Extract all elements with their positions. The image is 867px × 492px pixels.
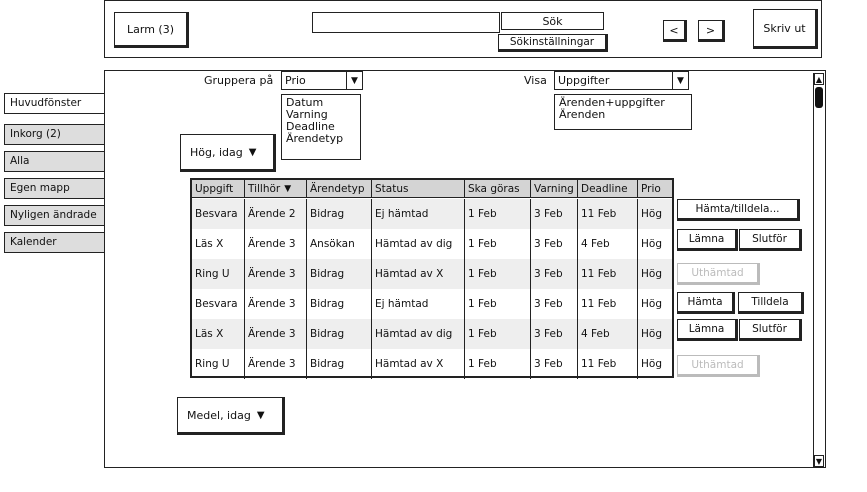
top-toolbar <box>104 0 822 58</box>
cell-task: Läs X <box>192 229 245 259</box>
cell-belongs-to: Ärende 3 <box>245 289 307 319</box>
sidebar-item-recently-changed[interactable]: Nyligen ändrade <box>4 205 105 226</box>
cell-prio: Hög <box>641 298 662 310</box>
cell-prio: Hög <box>641 358 662 370</box>
cell-case-type: Ansökan <box>307 229 372 259</box>
sidebar-item-all[interactable]: Alla <box>4 151 105 172</box>
cell-deadline: 11 Feb <box>578 199 638 229</box>
cell-warning: 3 Feb <box>531 259 578 289</box>
sidebar-item-main-window[interactable]: Huvudfönster <box>4 93 106 114</box>
cell-prio: Hög <box>641 208 662 220</box>
cell-due: 1 Feb <box>465 199 531 229</box>
scroll-thumb[interactable] <box>815 87 823 108</box>
show-label: Visa <box>524 74 547 87</box>
table-row[interactable] <box>192 349 672 379</box>
sidebar-item-inbox[interactable]: Inkorg (2) <box>4 124 105 145</box>
group-label: Hög, idag <box>190 145 243 159</box>
cell-warning: 3 Feb <box>531 229 578 259</box>
cell-status: Ej hämtad <box>372 289 465 319</box>
group-toggle-high-today[interactable] <box>180 134 276 172</box>
cell-belongs-to: Ärende 3 <box>245 319 307 349</box>
cell-warning: 3 Feb <box>531 199 578 229</box>
chevron-down-icon: ▼ <box>672 72 688 89</box>
cell-due: 1 Feb <box>465 229 531 259</box>
group-toggle-medium-today[interactable] <box>177 397 285 435</box>
scroll-up-icon[interactable]: ▲ <box>815 74 823 84</box>
sort-desc-icon: ▼ <box>284 183 292 194</box>
column-header-belongs-to[interactable] <box>245 180 307 197</box>
sidebar-item-own-folder[interactable]: Egen mapp <box>4 178 105 199</box>
cell-warning: 3 Feb <box>531 289 578 319</box>
cell-task: Ring U <box>192 259 245 289</box>
table-row[interactable] <box>192 199 672 229</box>
chevron-down-icon: ▼ <box>346 72 362 89</box>
groupby-option[interactable]: Varning <box>286 108 328 121</box>
search-input[interactable] <box>312 12 500 33</box>
groupby-dropdown[interactable] <box>281 71 363 90</box>
cell-case-type: Bidrag <box>307 199 372 229</box>
cell-task: Besvara <box>192 199 245 229</box>
group-label: Medel, idag <box>187 408 251 422</box>
search-settings-button[interactable]: Sökinställningar <box>498 34 608 52</box>
cell-deadline: 4 Feb <box>578 319 638 349</box>
cell-prio: Hög <box>641 328 662 340</box>
show-option[interactable]: Ärenden <box>559 108 606 121</box>
cell-warning: 3 Feb <box>531 349 578 379</box>
cell-belongs-to: Ärende 3 <box>245 229 307 259</box>
vertical-scrollbar[interactable] <box>813 73 824 467</box>
cell-case-type: Bidrag <box>307 259 372 289</box>
groupby-option[interactable]: Deadline <box>286 120 335 133</box>
column-header-deadline[interactable]: Deadline <box>578 180 638 197</box>
column-header-label: Tillhör <box>248 182 281 195</box>
column-header-warning[interactable]: Varning <box>531 180 578 197</box>
cell-belongs-to: Ärende 3 <box>245 259 307 289</box>
cell-deadline: 11 Feb <box>578 349 638 379</box>
cell-deadline: 11 Feb <box>578 289 638 319</box>
table-row[interactable] <box>192 289 672 319</box>
cell-due: 1 Feb <box>465 319 531 349</box>
table-row[interactable] <box>192 229 672 259</box>
cell-case-type: Bidrag <box>307 349 372 379</box>
column-header-prio[interactable]: Prio <box>641 182 661 195</box>
cell-belongs-to: Ärende 2 <box>245 199 307 229</box>
cell-deadline: 4 Feb <box>578 229 638 259</box>
chevron-down-icon: ▼ <box>256 409 265 421</box>
fetched-button[interactable]: Uthämtad <box>677 355 760 377</box>
show-option[interactable]: Ärenden+uppgifter <box>559 96 665 109</box>
next-button[interactable]: > <box>698 20 725 42</box>
cell-warning: 3 Feb <box>531 319 578 349</box>
scroll-down-icon[interactable]: ▼ <box>815 456 823 466</box>
sidebar-item-calendar[interactable]: Kalender <box>4 232 105 253</box>
cell-belongs-to: Ärende 3 <box>245 349 307 379</box>
cell-task: Ring U <box>192 349 245 379</box>
chevron-down-icon: ▼ <box>248 146 257 158</box>
groupby-label: Gruppera på <box>204 74 274 87</box>
fetched-button[interactable]: Uthämtad <box>677 263 760 285</box>
cell-status: Hämtad av X <box>372 349 465 379</box>
cell-prio: Hög <box>641 238 662 250</box>
task-table <box>190 178 674 378</box>
column-header-status[interactable]: Status <box>372 180 465 197</box>
print-button[interactable]: Skriv ut <box>753 9 818 49</box>
finish-button[interactable]: Slutför <box>739 319 802 341</box>
show-dropdown[interactable] <box>554 71 689 90</box>
show-options-list <box>554 94 692 130</box>
table-header-row <box>192 180 672 198</box>
cell-case-type: Bidrag <box>307 319 372 349</box>
fetch-assign-button[interactable]: Hämta/tilldela... <box>677 199 800 221</box>
table-row[interactable] <box>192 259 672 289</box>
cell-task: Läs X <box>192 319 245 349</box>
column-header-due[interactable]: Ska göras <box>465 180 531 197</box>
groupby-options-list <box>281 94 361 160</box>
assign-button[interactable]: Tilldela <box>738 292 804 314</box>
fetch-button[interactable]: Hämta <box>677 292 735 314</box>
cell-due: 1 Feb <box>465 349 531 379</box>
finish-button[interactable]: Slutför <box>739 229 802 251</box>
column-header-task[interactable]: Uppgift <box>192 180 245 197</box>
cell-status: Hämtad av dig <box>372 319 465 349</box>
groupby-option[interactable]: Ärendetyp <box>286 132 344 145</box>
cell-due: 1 Feb <box>465 289 531 319</box>
alarm-button[interactable]: Larm (3) <box>114 12 189 48</box>
search-button[interactable]: Sök <box>501 12 604 30</box>
cell-task: Besvara <box>192 289 245 319</box>
cell-status: Hämtad av dig <box>372 229 465 259</box>
cell-case-type: Bidrag <box>307 289 372 319</box>
table-row[interactable] <box>192 319 672 349</box>
cell-prio: Hög <box>641 268 662 280</box>
cell-status: Ej hämtad <box>372 199 465 229</box>
cell-deadline: 11 Feb <box>578 259 638 289</box>
cell-status: Hämtad av X <box>372 259 465 289</box>
leave-button[interactable]: Lämna <box>677 229 738 251</box>
column-header-case-type[interactable]: Ärendetyp <box>307 180 372 197</box>
groupby-option[interactable]: Datum <box>286 96 324 109</box>
leave-button[interactable]: Lämna <box>677 319 738 341</box>
groupby-selected: Prio <box>285 74 306 87</box>
show-selected: Uppgifter <box>558 74 610 87</box>
prev-button[interactable]: < <box>663 20 687 42</box>
cell-due: 1 Feb <box>465 259 531 289</box>
